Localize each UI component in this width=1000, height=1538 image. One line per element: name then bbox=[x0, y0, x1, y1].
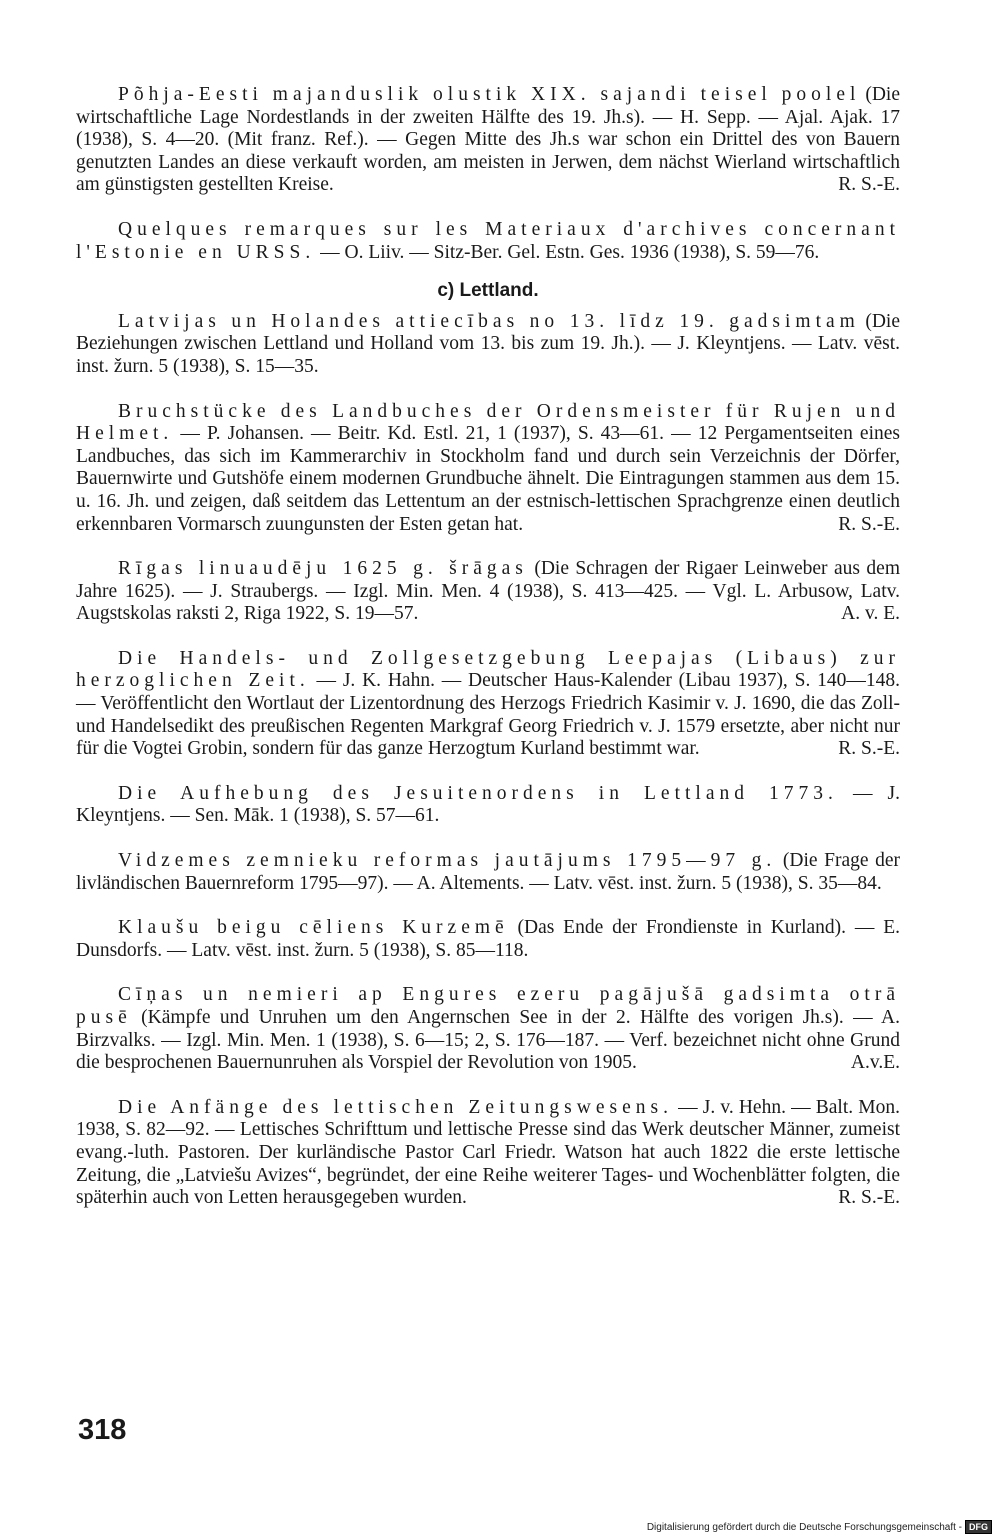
footer-text: Digitalisierung gefördert durch die Deutsche Forschungsgemeinschaft - bbox=[646, 1521, 962, 1533]
entry-signature: R. S.-E. bbox=[838, 513, 900, 535]
entry-signature: A.v.E. bbox=[850, 1052, 900, 1074]
entry-body: (Die Beziehungen zwischen Lettland und Holland vom 13. bis zum 19. Jh.). — J. Kleyntjens. — Latv. vēst. inst. žurn. 5 (1938), S. 15—35. bbox=[76, 310, 900, 377]
bibliography-entry bbox=[76, 1097, 900, 1210]
bibliography-entry bbox=[76, 648, 900, 761]
bibliography-entry bbox=[76, 84, 900, 197]
entry-signature: R. S.-E. bbox=[838, 1187, 900, 1209]
page-number: 318 bbox=[78, 1414, 127, 1446]
bibliography-entry bbox=[76, 917, 900, 962]
entry-title: Quelques remarques sur les Materiaux d'archives concernant l'Estonie en URSS. bbox=[76, 218, 900, 263]
entry-title: Latvijas un Holandes attiecības no 13. līdz 19. gadsimtam bbox=[118, 310, 860, 332]
entry-title: Rīgas linuaudēju 1625 g. šrāgas bbox=[118, 558, 528, 580]
entry-body: — J. v. Hehn. — Balt. Mon. 1938, S. 82—92. — Lettisches Schrifttum und lettische Presse sind das Werk deutscher Männer, zumeist evang.-luth. Pastoren. Der kurländische Pastor Carl Friedr. Watson hat auch 1822 die erste lettische Zeitung, die „Latviešu Avizes“, begründet, der eine Reihe weiterer Tages- und Wochenblätter folgten, die späterhin auch von Letten herausgegeben wurden. bbox=[76, 1096, 900, 1209]
entry-title: Die Aufhebung des Jesuitenordens in Lettland 1773. bbox=[118, 782, 838, 804]
entry-body: (Die Frage der livländischen Bauernreform 1795—97). — A. Altements. — Latv. vēst. inst. žurn. 5 (1938), S. 35—84. bbox=[76, 850, 901, 894]
bibliography-entry bbox=[76, 401, 900, 537]
entry-title: Die Handels- und Zollgesetzgebung Leepajas (Libaus) zur herzoglichen Zeit. bbox=[76, 647, 900, 692]
entries-estland bbox=[76, 84, 900, 264]
bibliography-entry bbox=[76, 311, 900, 379]
entry-title: Bruchstücke des Landbuches der Ordensmeister für Rujen und Helmet. bbox=[76, 400, 900, 445]
entry-body: — O. Liiv. — Sitz-Ber. Gel. Estn. Ges. 1936 (1938), S. 59—76. bbox=[315, 241, 820, 263]
entry-body: (Die Schragen der Rigaer Leinweber aus dem Jahre 1625). — J. Straubergs. — Izgl. Min. Men. 4 (1938), S. 413—425. — Vgl. L. Arbusow, Latv. Augstskolas raksti 2, Riga 1922, S. 19—57. bbox=[76, 558, 901, 625]
entry-body: — P. Johansen. — Beitr. Kd. Estl. 21, 1 (1937), S. 43—61. — 12 Pergamentseiten eines Landbuches, das sich im Kammerarchiv in Stockholm fand und durch sein Verzeichnis der Dörfer, Bauernwirte und Gutshöfe einem modernen Grundbuche ähnelt. Die Eintragungen stammen aus dem 15. u. 16. Jh. und zeigen, daß seitdem das Lettentum an der estnisch-lettischen Sprachgrenze einen deutlich erkennbaren Vormarsch zuungunsten der Esten getan hat. bbox=[76, 423, 900, 535]
entry-title: Cīņas un nemieri ap Engures ezeru pagājušā gadsimta otrā pusē bbox=[76, 984, 900, 1028]
entry-signature: R. S.-E. bbox=[838, 174, 900, 196]
page-content bbox=[76, 84, 900, 1232]
bibliography-entry bbox=[76, 984, 900, 1074]
entries-lettland bbox=[76, 311, 900, 1210]
entry-body: — J. Kleyntjens. — Sen. Māk. 1 (1938), S. 57—61. bbox=[76, 782, 900, 827]
entry-title: Vidzemes zemnieku reformas jautājums 1795—97 g. bbox=[118, 850, 777, 872]
bibliography-entry bbox=[76, 219, 900, 264]
section-heading: c) Lettland. bbox=[437, 280, 539, 302]
entry-title: Klaušu beigu cēliens Kurzemē bbox=[118, 917, 509, 939]
dfg-logo: DFG bbox=[965, 1520, 992, 1534]
entry-body: (Die wirtschaftliche Lage Nordestlands in der zweiten Hälfte des 19. Jh.s). — H. Sepp. — Ajal. Ajak. 17 (1938), S. 4—20. (Mit franz. Ref.). — Gegen Mitte des Jh.s war schon ein Drittel des von Bauern genutzten Landes an diese verkauft worden, am meisten in Jerwen, dem nächst Wierland wirtschaftlich am günstigsten gestellten Kreise. bbox=[76, 84, 900, 196]
bibliography-entry bbox=[76, 783, 900, 828]
bibliography-entry bbox=[76, 850, 900, 895]
entry-body: (Das Ende der Frondienste in Kurland). — E. Dunsdorfs. — Latv. vēst. inst. žurn. 5 (1938), S. 85—118. bbox=[76, 917, 900, 961]
entry-title: Põhja-Eesti majanduslik olustik XIX. sajandi teisel poolel bbox=[118, 84, 861, 105]
entry-body: — J. K. Hahn. — Deutscher Haus-Kalender (Libau 1937), S. 140—148. — Veröffentlicht den Wortlaut der Lizentordnung des Herzogs Friedrich Kasimir v. J. 1690, die das Zoll- und Handelsedikt des preußischen Regenten Markgraf Georg Friedrich v. J. 1579 ersetzte, aber nicht nur für die Vogtei Grobin, sondern für das ganze Herzogtum Kurland bestimmt war. bbox=[76, 670, 900, 760]
entry-title: Die Anfänge des lettischen Zeitungswesens. bbox=[118, 1096, 673, 1118]
entry-signature: A. v. E. bbox=[841, 603, 900, 625]
entry-body: (Kämpfe und Unruhen um den Angernschen See in der 2. Hälfte des vorigen Jh.s). — A. Birzvalks. — Izgl. Min. Men. 1 (1938), S. 6—15; 2, S. 176—187. — Verf. bezeichnet nicht ohne Grund die besprochenen Bauernunruhen als Vorspiel der Revolution von 1905. bbox=[76, 1007, 900, 1074]
bibliography-entry bbox=[76, 558, 900, 626]
footer bbox=[647, 1520, 992, 1534]
entry-signature: R. S.-E. bbox=[838, 738, 900, 760]
